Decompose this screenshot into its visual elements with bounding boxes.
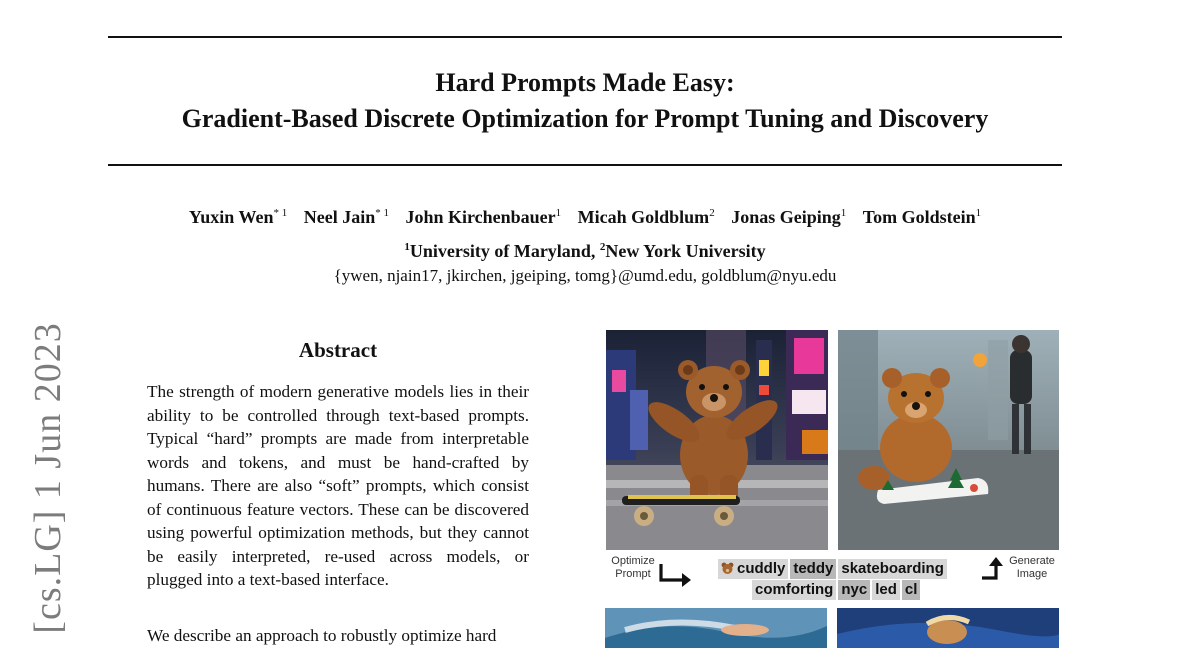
arxiv-stamp: [cs.LG] 1 Jun 2023: [27, 322, 69, 634]
author: Neel Jain$^{* 1}$: [303, 207, 389, 227]
prompt-token: led: [872, 580, 900, 600]
author-emails: {ywen, njain17, jkirchen, jgeiping, tomg}@umd.edu, goldblum@nyu.edu: [333, 266, 837, 285]
prompt-token: cuddly: [718, 559, 788, 579]
teddy-bear-emoji-icon: [721, 562, 734, 574]
optimize-arrow-icon: [658, 562, 694, 588]
generate-image-label: Generate Image: [1009, 555, 1055, 580]
top-rule: [108, 36, 1062, 38]
prompt-token: skateboarding: [838, 559, 947, 579]
prompt-line-2: [752, 580, 922, 600]
prompt-token: nyc: [838, 580, 870, 600]
prompt-token: cl: [902, 580, 921, 600]
paper-title-line-2: Gradient-Based Discrete Optimization for Prompt Tuning and Discovery: [181, 104, 989, 133]
author-list: [108, 207, 1062, 228]
teddy-bear-skateboard-image: [606, 330, 828, 550]
optimize-prompt-label: Optimize Prompt: [611, 555, 655, 580]
swimmer-painting-left-image: [605, 608, 827, 648]
prompt-token: comforting: [752, 580, 836, 600]
abstract-paragraph: The strength of modern generative models lies in their ability to be controlled through text-based prompts. Typical “hard” prompts are made from interpretable words and tokens, and must be hand-crafted by humans. There are also “soft” prompts, which consist of continuous feature vectors. These can be discovered using powerful optimization methods, but they cannot be easily interpreted, re-used across models, or plugged into a text-based interface.: [147, 382, 529, 589]
author: Tom Goldstein$^1$: [862, 207, 982, 227]
affiliations: $^1$University of Maryland, $^2$New York University: [404, 241, 766, 261]
abstract-paragraph: We describe an approach to robustly optimize hard: [147, 626, 497, 645]
title-bottom-rule: [108, 164, 1062, 166]
author: Jonas Geiping$^1$: [731, 207, 847, 227]
abstract-heading: Abstract: [298, 338, 378, 362]
author: John Kirchenbauer$^1$: [405, 207, 562, 227]
prompt-token: teddy: [790, 559, 836, 579]
paper-title-line-1: Hard Prompts Made Easy:: [435, 68, 735, 97]
swimmer-painting-right-image: [837, 608, 1059, 648]
author: Yuxin Wen$^{* 1}$: [188, 207, 288, 227]
author: Micah Goldblum$^2$: [577, 207, 715, 227]
teddy-bear-snowboard-image: [838, 330, 1059, 550]
prompt-line-1: [718, 559, 949, 579]
